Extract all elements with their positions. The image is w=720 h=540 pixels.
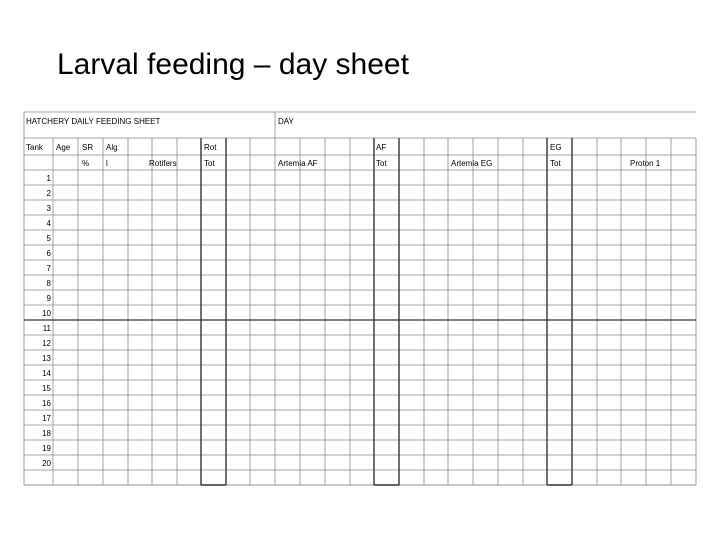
tank-number: 9	[46, 294, 51, 303]
col-header-alg: Alg	[106, 143, 118, 152]
col-header-rot: Rot	[204, 143, 217, 152]
slide-title: Larval feeding – day sheet	[57, 48, 409, 81]
tank-number: 7	[46, 264, 51, 273]
col-header-eg: EG	[550, 143, 562, 152]
tank-number: 3	[46, 204, 51, 213]
tank-number: 16	[42, 399, 51, 408]
subheader-af-total: Tot	[376, 159, 387, 168]
tank-number: 20	[42, 459, 51, 468]
tank-number: 15	[42, 384, 51, 393]
subheader-eg-total: Tot	[550, 159, 561, 168]
table-grid	[24, 112, 696, 485]
subheader-rotifers: Rotifers	[149, 159, 177, 168]
tank-number: 17	[42, 414, 51, 423]
tank-number-column	[42, 174, 51, 468]
tank-number: 13	[42, 354, 51, 363]
tank-number: 11	[42, 324, 51, 333]
tank-number: 6	[46, 249, 51, 258]
tank-number: 19	[42, 444, 51, 453]
col-header-age: Age	[56, 143, 71, 152]
subheader-proton: Proton 1	[630, 159, 661, 168]
tank-number: 4	[46, 219, 51, 228]
subheader-artemia-eg: Artemia EG	[451, 159, 493, 168]
tank-number: 14	[42, 369, 51, 378]
tank-number: 8	[46, 279, 51, 288]
sheet-header-title: HATCHERY DAILY FEEDING SHEET	[26, 117, 161, 126]
subheader-percent: %	[82, 159, 90, 168]
col-header-af: AF	[376, 143, 387, 152]
col-header-tank: Tank	[26, 143, 43, 152]
tank-number: 18	[42, 429, 51, 438]
tank-number: 10	[42, 309, 51, 318]
tank-number: 5	[46, 234, 51, 243]
subheader-rot-total: Tot	[204, 159, 215, 168]
subheader-litres: l	[106, 159, 108, 168]
subheader-artemia-af: Artemia AF	[278, 159, 318, 168]
col-header-sr: SR	[82, 143, 94, 152]
day-label: DAY	[278, 117, 294, 126]
tank-number: 12	[42, 339, 51, 348]
tank-number: 2	[46, 189, 51, 198]
tank-number: 1	[46, 174, 51, 183]
